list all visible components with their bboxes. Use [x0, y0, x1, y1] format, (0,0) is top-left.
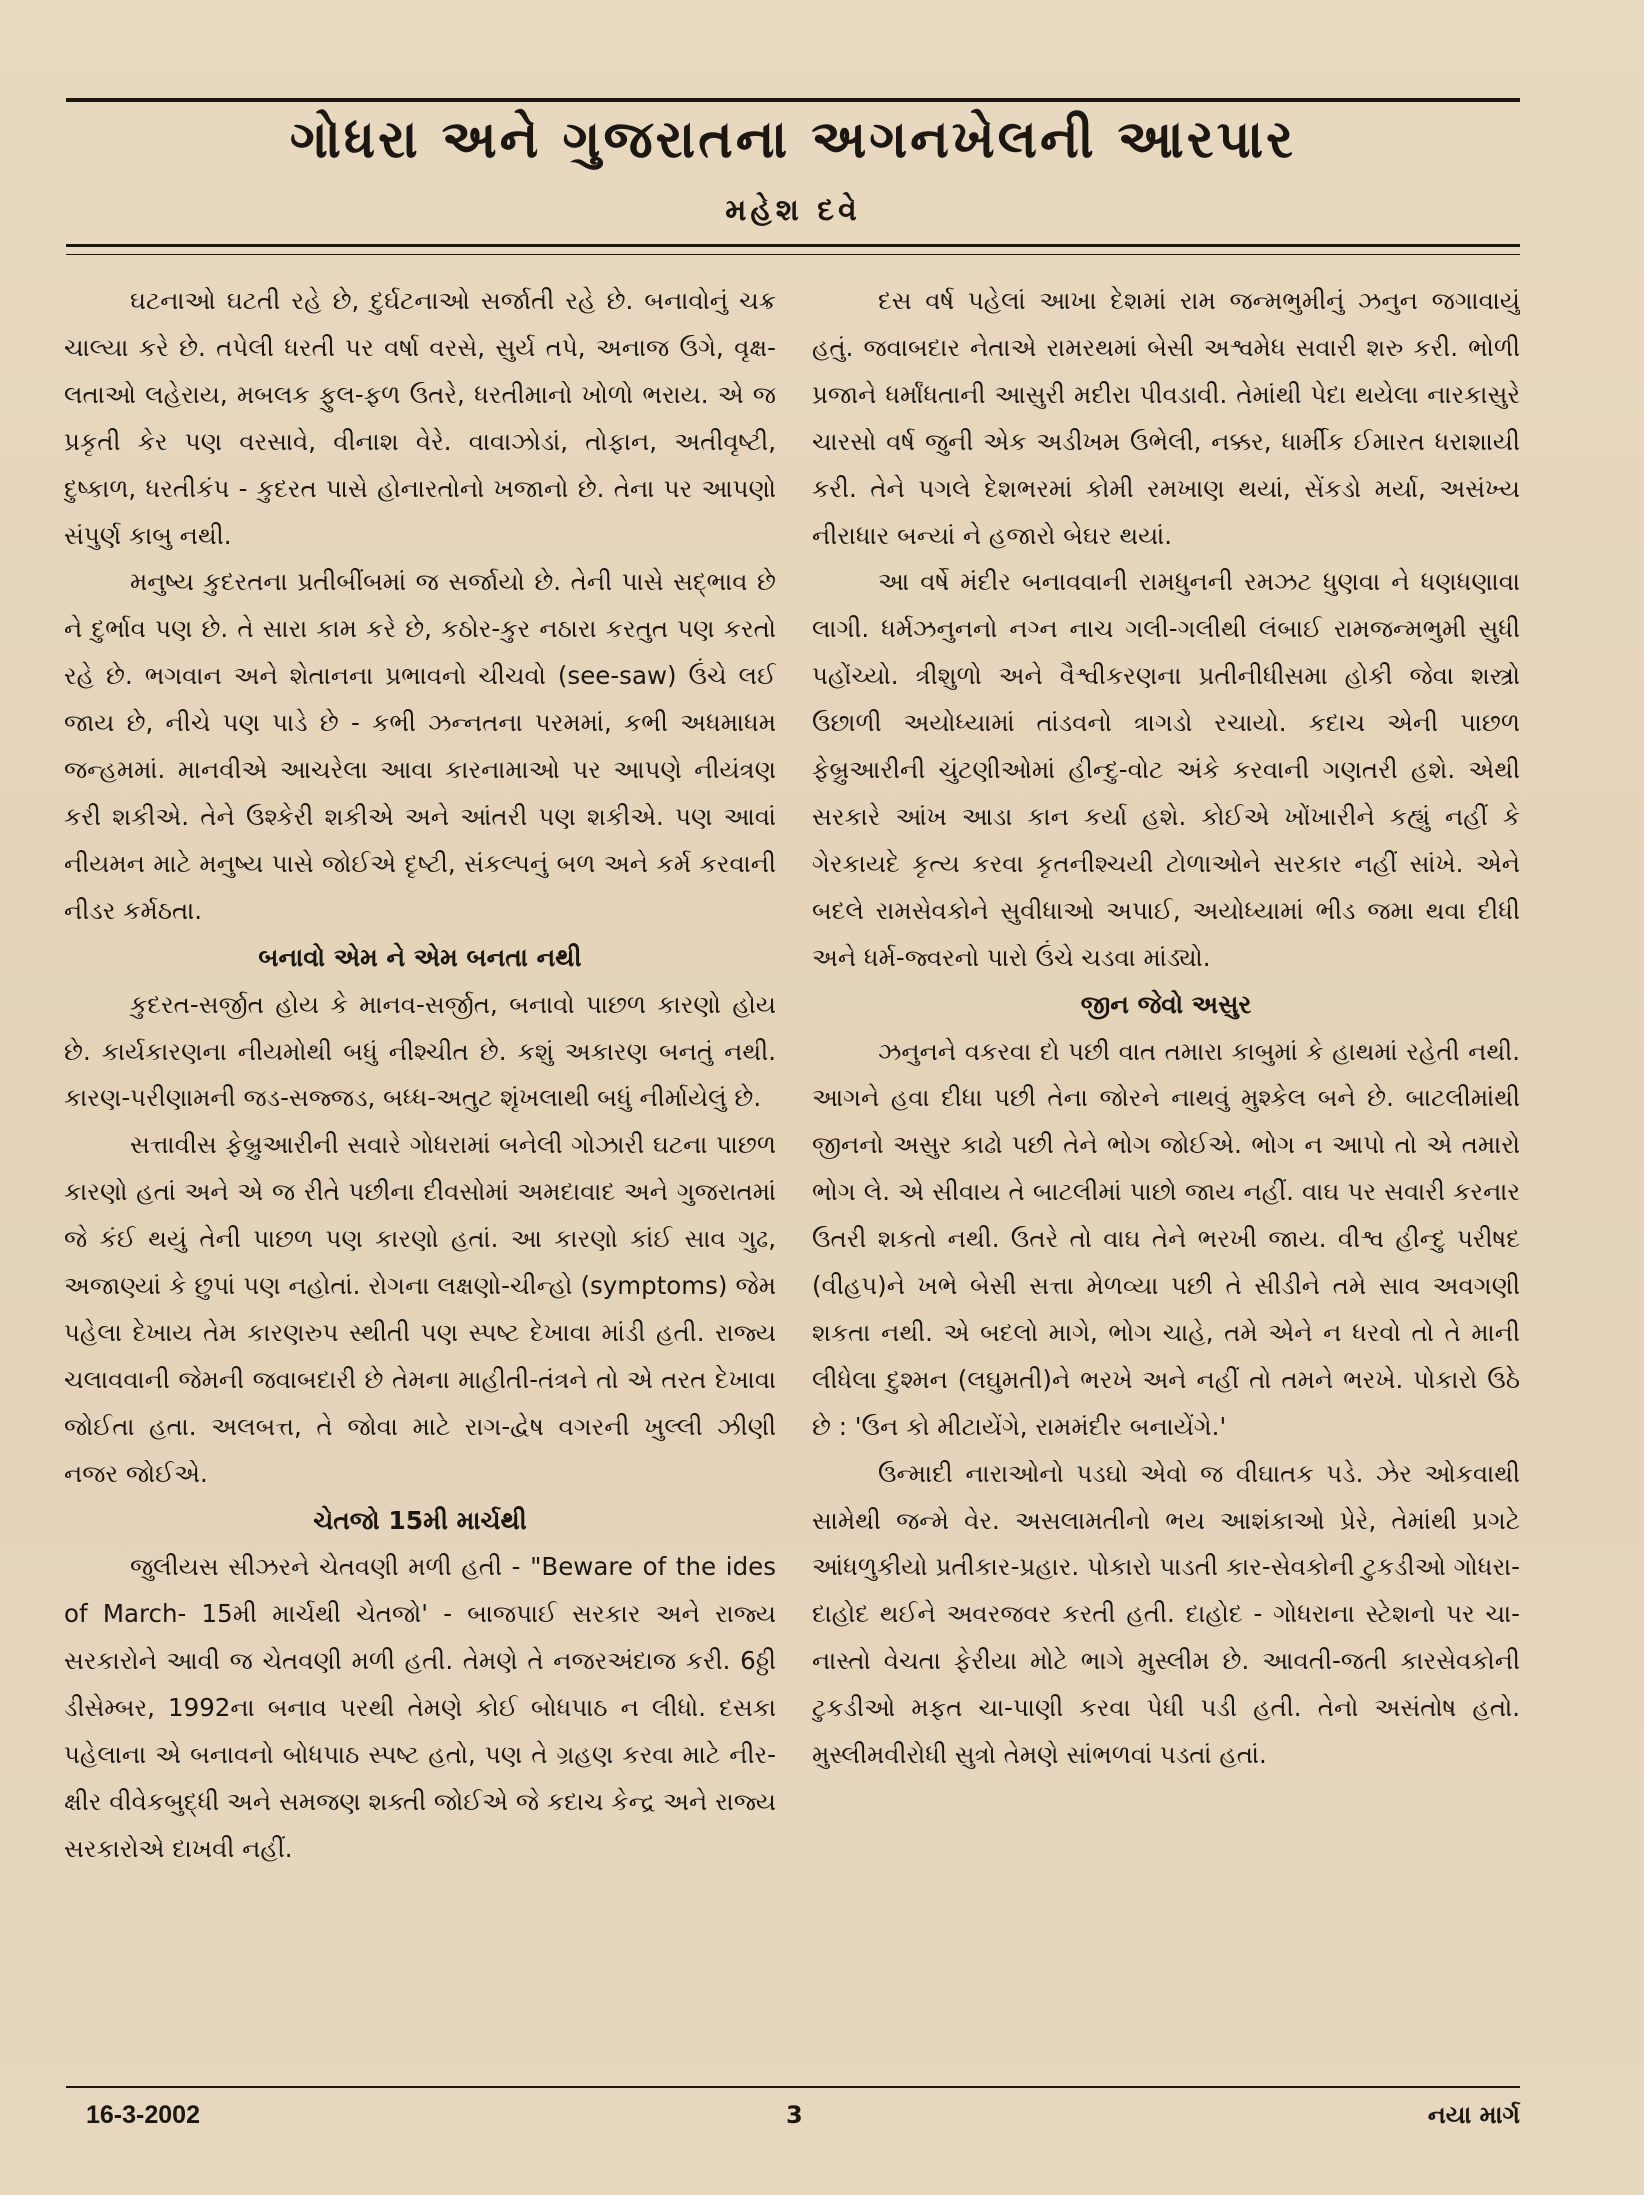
page-number: 3 [786, 2101, 803, 2129]
paragraph: કુદરત-સર્જીત હોય કે માનવ-સર્જીત, બનાવો પાછળ કારણો હોય છે. કાર્યકારણના નીયમોથી બધું નીશ્ચીત છે. કશું અકારણ બનતું નથી. કારણ-પરીણામની જડ-સજ્જડ, બધ્ધ-અતુટ શૃંખલાથી બધું નીર્માયેલું છે. [64, 989, 776, 1113]
paragraph: સત્તાવીસ ફેબ્રુઆરીની સવારે ગોધરામાં બનેલી ગોઝારી ઘટના પાછળ કારણો હતાં અને એ જ રીતે પછીના દીવસોમાં અમદાવાદ અને ગુજરાતમાં જે કંઈ થયું તેની પાછળ પણ કારણો હતાં. આ કારણો કાંઈ સાવ ગુઢ, અજાણ્યાં કે છુપાં પણ નહોતાં. રોગના લક્ષણો-ચીન્હો (symptoms) જેમ પહેલા દેખાય તેમ કારણરુપ સ્થીતી પણ સ્પષ્ટ દેખાવા માંડી હતી. રાજ્ય ચલાવવાની જેમની જવાબદારી છે તેમના માહીતી-તંત્રને તો એ તરત દેખાવા જોઈતા હતા. અલબત્ત, તે જોવા માટે રાગ-દ્વેષ વગરની ખુલ્લી ઝીણી નજર જોઈએ. [64, 1130, 776, 1488]
author-byline: મહેશ દવે [725, 193, 861, 228]
paragraph: ઝનુનને વકરવા દો પછી વાત તમારા કાબુમાં કે હાથમાં રહેતી નથી. આગને હવા દીધા પછી તેના જોરને નાથવું મુશ્કેલ બને છે. બાટલીમાંથી જીનનો અસુર કાઢો પછી તેને ભોગ જોઈએ. ભોગ ન આપો તો એ તમારો ભોગ લે. એ સીવાય તે બાટલીમાં પાછો જાય નહીં. વાઘ પર સવારી કરનાર ઉતરી શકતો નથી. ઉતરે તો વાઘ તેને ભરખી જાય. વીશ્વ હીન્દુ પરીષદ (વીહપ)ને ખભે બેસી સત્તા મેળવ્યા પછી તે સીડીને તમે સાવ અવગણી શકતા નથી. એ બદલો માગે, ભોગ ચાહે, તમે એને ન ધરવો તો તે માની લીધેલા દુશ્મન (લઘુમતી)ને ભરખે અને નહીં તો તમને ભરખે. પોકારો ઉઠે છે : 'ઉન કો મીટાયેંગે, રામમંદીર બનાયેંગે.' [812, 1036, 1520, 1441]
paragraph: મનુષ્ય કુદરતના પ્રતીબીંબમાં જ સર્જાયો છે. તેની પાસે સદ્ભાવ છે ને દુર્ભાવ પણ છે. તે સારા કામ કરે છે, કઠોર-કુર નઠારા કરતુત પણ કરતો રહે છે. ભગવાન અને શેતાનના પ્રભાવનો ચીચવો (see-saw) ઉંચે લઈ જાય છે, નીચે પણ પાડે છે - કભી ઝન્નતના પરમમાં, કભી અધમાધમ જન્હમમાં. માનવીએ આચરેલા આવા કારનામાઓ પર આપણે નીયંત્રણ કરી શકીએ. તેને ઉશ્કેરી શકીએ અને આંતરી પણ શકીએ. પણ આવાં નીયમન માટે મનુષ્ય પાસે જોઈએ દૃષ્ટી, સંકલ્પનું બળ અને કર્મ કરવાની નીડર કર્મઠતા. [64, 567, 776, 925]
right-column [812, 278, 1520, 2078]
section-heading: બનાવો એમ ને એમ બનતા નથી [258, 942, 582, 972]
header-bottom-rule-thin [66, 254, 1520, 255]
paragraph: ઘટનાઓ ઘટતી રહે છે, દુર્ઘટનાઓ સર્જાતી રહે છે. બનાવોનું ચક્ર ચાલ્યા કરે છે. તપેલી ધરતી પર વર્ષા વરસે, સુર્ય તપે, અનાજ ઉગે, વૃક્ષ-લતાઓ લહેરાય, મબલક ફુલ-ફળ ઉતરે, ધરતીમાનો ખોળો ભરાય. એ જ પ્રકૃતી કેર પણ વરસાવે, વીનાશ વેરે. વાવાઝોડાં, તોફાન, અતીવૃષ્ટી, દુષ્કાળ, ધરતીકંપ - કુદરત પાસે હોનારતોનો ખજાનો છે. તેના પર આપણો સંપુર્ણ કાબુ નથી. [64, 286, 776, 550]
left-column [64, 278, 776, 2078]
paragraph: દસ વર્ષ પહેલાં આખા દેશમાં રામ જન્મભુમીનું ઝનુન જગાવાયું હતું. જવાબદાર નેતાએ રામરથમાં બેસી અશ્વમેધ સવારી શરુ કરી. ભોળી પ્રજાને ધર્માંધતાની આસુરી મદીરા પીવડાવી. તેમાંથી પેદા થયેલા નારકાસુરે ચારસો વર્ષ જુની એક અડીખમ ઉભેલી, નક્કર, ધાર્મીક ઈમારત ધરાશાયી કરી. તેને પગલે દેશભરમાં કોમી રમખાણ થયાં, સેંકડો મર્યા, અસંખ્ય નીરાધાર બન્યાં ને હજારો બેઘર થયાં. [812, 286, 1520, 550]
paragraph: જુલીયસ સીઝરને ચેતવણી મળી હતી - "Beware of the ides of March- 15મી માર્ચથી ચેતજો' - બાજપાઈ સરકાર અને રાજ્ય સરકારોને આવી જ ચેતવણી મળી હતી. તેમણે તે નજરઅંદાજ કરી. 6ઠ્ઠી ડીસેમ્બર, 1992ના બનાવ પરથી તેમણે કોઈ બોધપાઠ ન લીધો. દસકા પહેલાના એ બનાવનો બોધપાઠ સ્પષ્ટ હતો, પણ તે ગ્રહણ કરવા માટે નીર-ક્ષીર વીવેકબુદ્ધી અને સમજણ શક્તી જોઈએ જે કદાચ કેન્દ્ર અને રાજ્ય સરકારોએ દાખવી નહીં. [64, 1552, 776, 1863]
publication-name: નયા માર્ગ [1427, 2101, 1520, 2129]
header-top-rule [66, 98, 1520, 102]
article-title: ગોધરા અને ગુજરાતના અગનખેલની આરપાર [289, 110, 1297, 170]
paragraph: આ વર્ષે મંદીર બનાવવાની રામધુનની રમઝટ ધુણવા ને ધણધણાવા લાગી. ધર્મઝનુનનો નગ્ન નાચ ગલી-ગલીથી લંબાઈ રામજન્મભુમી સુધી પહોંચ્યો. ત્રીશુળો અને વૈશ્વીકરણના પ્રતીનીધીસમા હોકી જેવા શસ્ત્રો ઉછાળી અયોધ્યામાં તાંડવનો ત્રાગડો રચાયો. કદાચ એની પાછળ ફેબ્રુઆરીની ચુંટણીઓમાં હીન્દુ-વોટ અંકે કરવાની ગણતરી હશે. એથી સરકારે આંખ આડા કાન કર્યા હશે. કોઈએ ખોંખારીને કહ્યું નહીં કે ગેરકાયદે કૃત્ય કરવા કૃતનીશ્ચયી ટોળાઓને સરકાર નહીં સાંખે. એને બદલે રામસેવકોને સુવીધાઓ અપાઈ, અયોધ્યામાં ભીડ જમા થવા દીધી અને ધર્મ-જ્વરનો પારો ઉંચે ચડવા માંડ્યો. [812, 567, 1520, 972]
section-heading: જીન જેવો અસુર [1080, 989, 1252, 1019]
paragraph: ઉન્માદી નારાઓનો પડઘો એવો જ વીઘાતક પડે. ઝેર ઓકવાથી સામેથી જન્મે વેર. અસલામતીનો ભય આશંકાઓ પ્રેરે, તેમાંથી પ્રગટે આંધળુકીયો પ્રતીકાર-પ્રહાર. પોકારો પાડતી કાર-સેવકોની ટુકડીઓ ગોધરા-દાહોદ થઈને અવરજવર કરતી હતી. દાહોદ - ગોધરાના સ્ટેશનો પર ચા-નાસ્તો વેચતા ફેરીયા મોટે ભાગે મુસ્લીમ છે. આવતી-જતી કારસેવકોની ટુકડીઓ મફત ચા-પાણી કરવા પેધી પડી હતી. તેનો અસંતોષ હતો. મુસ્લીમવીરોધી સુત્રો તેમણે સાંભળવાં પડતાં હતાં. [812, 1458, 1520, 1770]
issue-date: 16-3-2002 [86, 2101, 200, 2129]
header-bottom-rule [66, 244, 1520, 247]
footer-rule [66, 2086, 1520, 2088]
section-heading: ચેતજો 15મી માર્ચથી [313, 1505, 527, 1535]
